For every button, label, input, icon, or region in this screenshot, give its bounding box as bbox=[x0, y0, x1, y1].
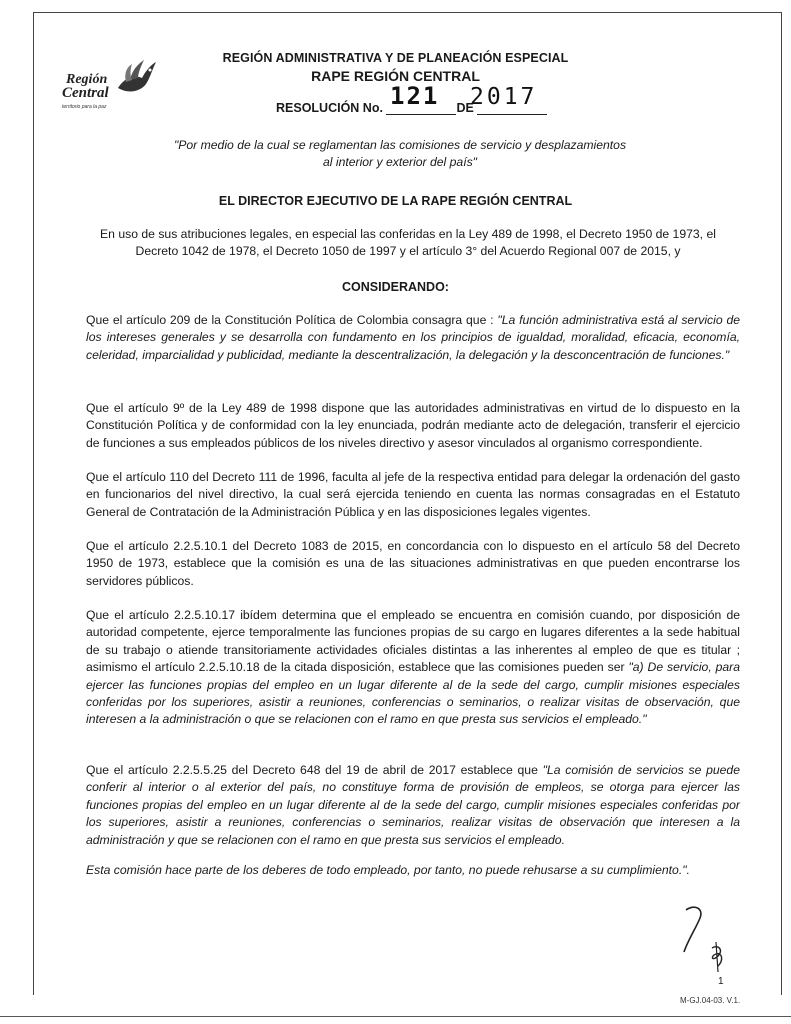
logo-line-2: Central bbox=[62, 85, 109, 101]
paragraph-quote: Esta comisión hace parte de los deberes de todo empleado, por tanto, no puede rehusarse a su cumplimiento.". bbox=[86, 863, 690, 877]
resolution-label: RESOLUCIÓN No. bbox=[276, 101, 383, 115]
intro-paragraph: En uso de sus atribuciones legales, en especial las conferidas en la Ley 489 de 1998, el Decreto 1950 de 1973, el Decreto 1042 de 1978, el Decreto 1050 de 1997 y el artículo 3° del Acuerdo Regional 007 de 2015, y bbox=[100, 227, 716, 258]
logo-line-1: Región bbox=[66, 72, 108, 87]
resolution-year: 2017 bbox=[470, 84, 538, 110]
paragraph-article-9: Que el artículo 9º de la Ley 489 de 1998 dispone que las autoridades administrativas en virtud de lo dispuesto en la Constitución Política y de conformidad con la ley enunciada, podrán mediante acto de delegación, transferir el ejercicio de funciones a sus empleados públicos de los niveles directivo y asesor vinculados al organismo correspondiente. bbox=[86, 401, 740, 450]
region-central-logo bbox=[60, 58, 160, 114]
paragraph-article-110: Que el artículo 110 del Decreto 111 de 1996, faculta al jefe de la respectiva entidad para delegar la ordenación del gasto en funcionarios del nivel directivo, la cual será ejercida teniendo en cuenta las normas consagradas en el Estatuto General de Contratación de la Administración Pública y en las disposiciones legales vigentes. bbox=[86, 470, 740, 519]
resolution-date-blank bbox=[477, 114, 547, 115]
paragraph-article-2-2-5-10-1: Que el artículo 2.2.5.10.1 del Decreto 1083 de 2015, en concordancia con lo dispuesto en el artículo 58 del Decreto 1950 de 1973, establece que la comisión es una de las situaciones administrativas en que pueden encontrarse los servidores públicos. bbox=[86, 539, 740, 588]
form-code: M-GJ.04-03. V.1. bbox=[680, 996, 741, 1005]
resolution-subject bbox=[150, 137, 650, 171]
paragraph-article-209 bbox=[86, 312, 740, 364]
logo-tagline: territorio para la paz bbox=[62, 104, 107, 110]
handwritten-initials bbox=[672, 900, 732, 980]
resolution-number: 121 bbox=[390, 82, 440, 110]
subject-line-1: "Por medio de la cual se reglamentan las comisiones de servicio y desplazamientos bbox=[173, 138, 627, 152]
page-number: 1 bbox=[718, 976, 724, 987]
paragraph-text: Que el artículo 2.2.5.10.17 ibídem determina que el empleado se encuentra en comisión cuando, por disposición de autoridad competente, ejerce temporalmente las funciones propias de su cargo en lugares diferentes a la sede habitual de su trabajo o atiende transitoriamente actividades oficiales distintas a las inherentes al empleo de que es titular ; asimismo el artículo 2.2.5.10.18 de la citada disposición, establece que las comisiones pueden ser bbox=[86, 608, 740, 675]
paragraph-article-2-2-5-5-25 bbox=[86, 762, 740, 849]
paragraph-closing-quote bbox=[86, 862, 740, 879]
entity-short-name: RAPE REGIÓN CENTRAL bbox=[311, 68, 480, 84]
considerando-heading: CONSIDERANDO: bbox=[342, 280, 449, 294]
entity-name: REGIÓN ADMINISTRATIVA Y DE PLANEACIÓN ESPECIAL bbox=[222, 51, 569, 65]
director-title: EL DIRECTOR EJECUTIVO DE LA RAPE REGIÓN CENTRAL bbox=[218, 194, 573, 208]
paragraph-text: Que el artículo 2.2.5.5.25 del Decreto 648 del 19 de abril de 2017 establece que bbox=[86, 763, 543, 777]
resolution-number-blank bbox=[386, 114, 456, 115]
paragraph-article-2-2-5-10-17 bbox=[86, 607, 740, 729]
paragraph-text: Que el artículo 209 de la Constitución Política de Colombia consagra que : bbox=[86, 313, 498, 327]
paragraph-quote: "La función administrativa está al servicio de los intereses generales y se desarrolla con fundamento en los principios de igualdad, moralidad, eficacia, economía, celeridad, imparcialidad y publicidad, mediante la descentralización, la delegación y la desconcentración de funciones." bbox=[86, 313, 741, 362]
subject-line-2: al interior y exterior del país" bbox=[322, 155, 478, 169]
footer-rule bbox=[0, 1016, 791, 1017]
resolution-of-label: DE bbox=[456, 101, 474, 115]
paragraph-quote: "a) De servicio, para ejercer las funciones propias del empleo en un lugar diferente al de la sede del cargo, cumplir misiones especiales conferidas por los superiores, asistir a reuniones, conferencias o seminarios, o realizar visitas de observación, que interesen a la administración o que se relacionen con el ramo en que presta sus servicios el empleado." bbox=[86, 660, 740, 727]
paragraph-quote: "La comisión de servicios se puede conferir al interior o al exterior del país, no constituye forma de provisión de empleos, se otorga para ejercer las funciones propias del empleo en un lugar diferente al de la sede del cargo, cumplir misiones especiales conferidas por los superiores, asistir a reuniones, conferencias o seminarios, realizar visitas de observación que interesen a la administración y que se relacionen con el ramo en que presta sus servicios el empleado. bbox=[86, 763, 740, 847]
